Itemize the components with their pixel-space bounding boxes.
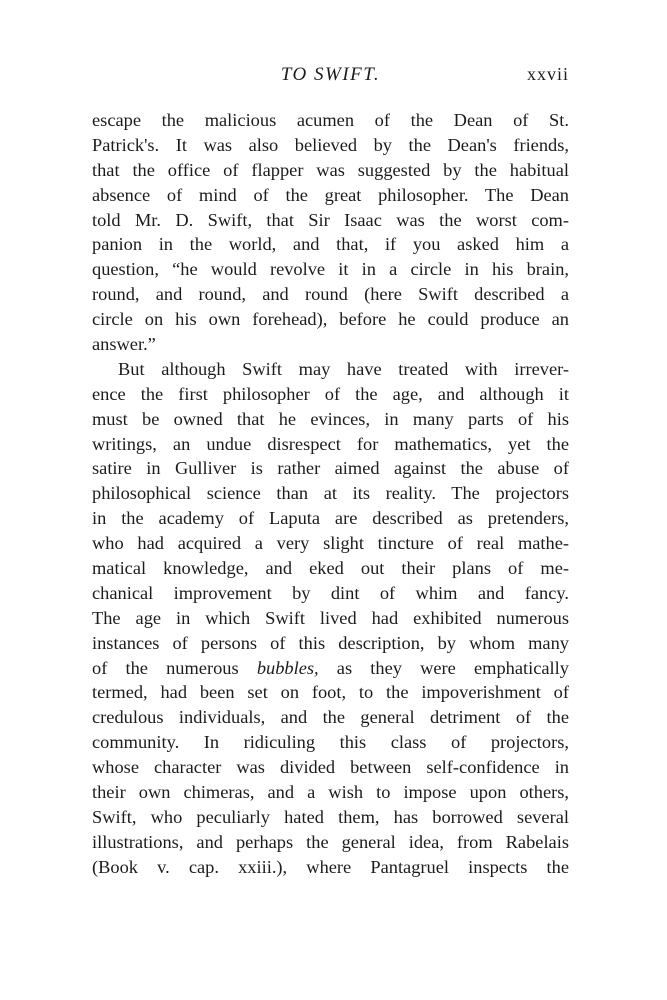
text-line: that the office of flapper was suggested by the habitual [92, 159, 569, 180]
paragraph [92, 108, 569, 357]
text-segment: as they were emphatically [318, 657, 569, 678]
text-line: termed, had been set on foot, to the impoverishment of [92, 682, 569, 703]
text-line: circle on his own forehead), before he could produce an [92, 309, 569, 330]
text-line: illustrations, and perhaps the general idea, from Rabelais [92, 831, 569, 852]
text-line: who had acquired a very slight tincture of real mathe- [92, 533, 569, 554]
running-head [92, 64, 569, 94]
text-line: their own chimeras, and a wish to impose upon others, [92, 782, 569, 803]
text-line: ence the first philosopher of the age, and although it [92, 383, 569, 404]
text-line: must be owned that he evinces, in many parts of his [92, 408, 569, 429]
text-line: absence of mind of the great philosopher. The Dean [92, 184, 569, 205]
text-line: panion in the world, and that, if you asked him a [92, 234, 569, 255]
text-line: whose character was divided between self-confidence in [92, 757, 569, 778]
text-line: instances of persons of this description, by whom many [92, 632, 569, 653]
text-line: Swift, who peculiarly hated them, has borrowed several [92, 806, 569, 827]
text-line: satire in Gulliver is rather aimed against the abuse of [92, 458, 569, 479]
text-line: chanical improvement by dint of whim and fancy. [92, 582, 569, 603]
text-line: told Mr. D. Swift, that Sir Isaac was the worst com- [92, 209, 569, 230]
text-line: question, “he would revolve it in a circle in his brain, [92, 259, 569, 280]
running-title: TO SWIFT. [280, 64, 381, 85]
text-segment: of the numerous [92, 657, 257, 678]
text-line: community. In ridiculing this class of projectors, [92, 732, 569, 753]
text-line: Patrick's. It was also believed by the Dean's friends, [92, 134, 569, 155]
text-line: round, and round, and round (here Swift described a [92, 284, 569, 305]
text-line: credulous individuals, and the general detriment of the [92, 707, 569, 728]
text-line: matical knowledge, and eked out their plans of me- [92, 558, 569, 579]
paragraph [92, 357, 569, 880]
text-line: The age in which Swift lived had exhibited numerous [92, 607, 569, 628]
text-line: (Book v. cap. xxiii.), where Pantagruel inspects the [92, 856, 569, 877]
text-line [92, 656, 569, 681]
text-line: in the academy of Laputa are described as pretenders, [92, 508, 569, 529]
text-line: escape the malicious acumen of the Dean of St. [92, 110, 569, 130]
italic-term: bubbles, [256, 657, 319, 678]
body-text [92, 108, 569, 880]
page-number: xxvii [526, 64, 569, 84]
text-line: But although Swift may have treated with irrever- [118, 358, 569, 379]
text-line: philosophical science than at its reality. The projectors [92, 483, 569, 504]
text-line: answer.” [92, 334, 156, 355]
text-line: writings, an undue disrespect for mathematics, yet the [92, 433, 569, 454]
